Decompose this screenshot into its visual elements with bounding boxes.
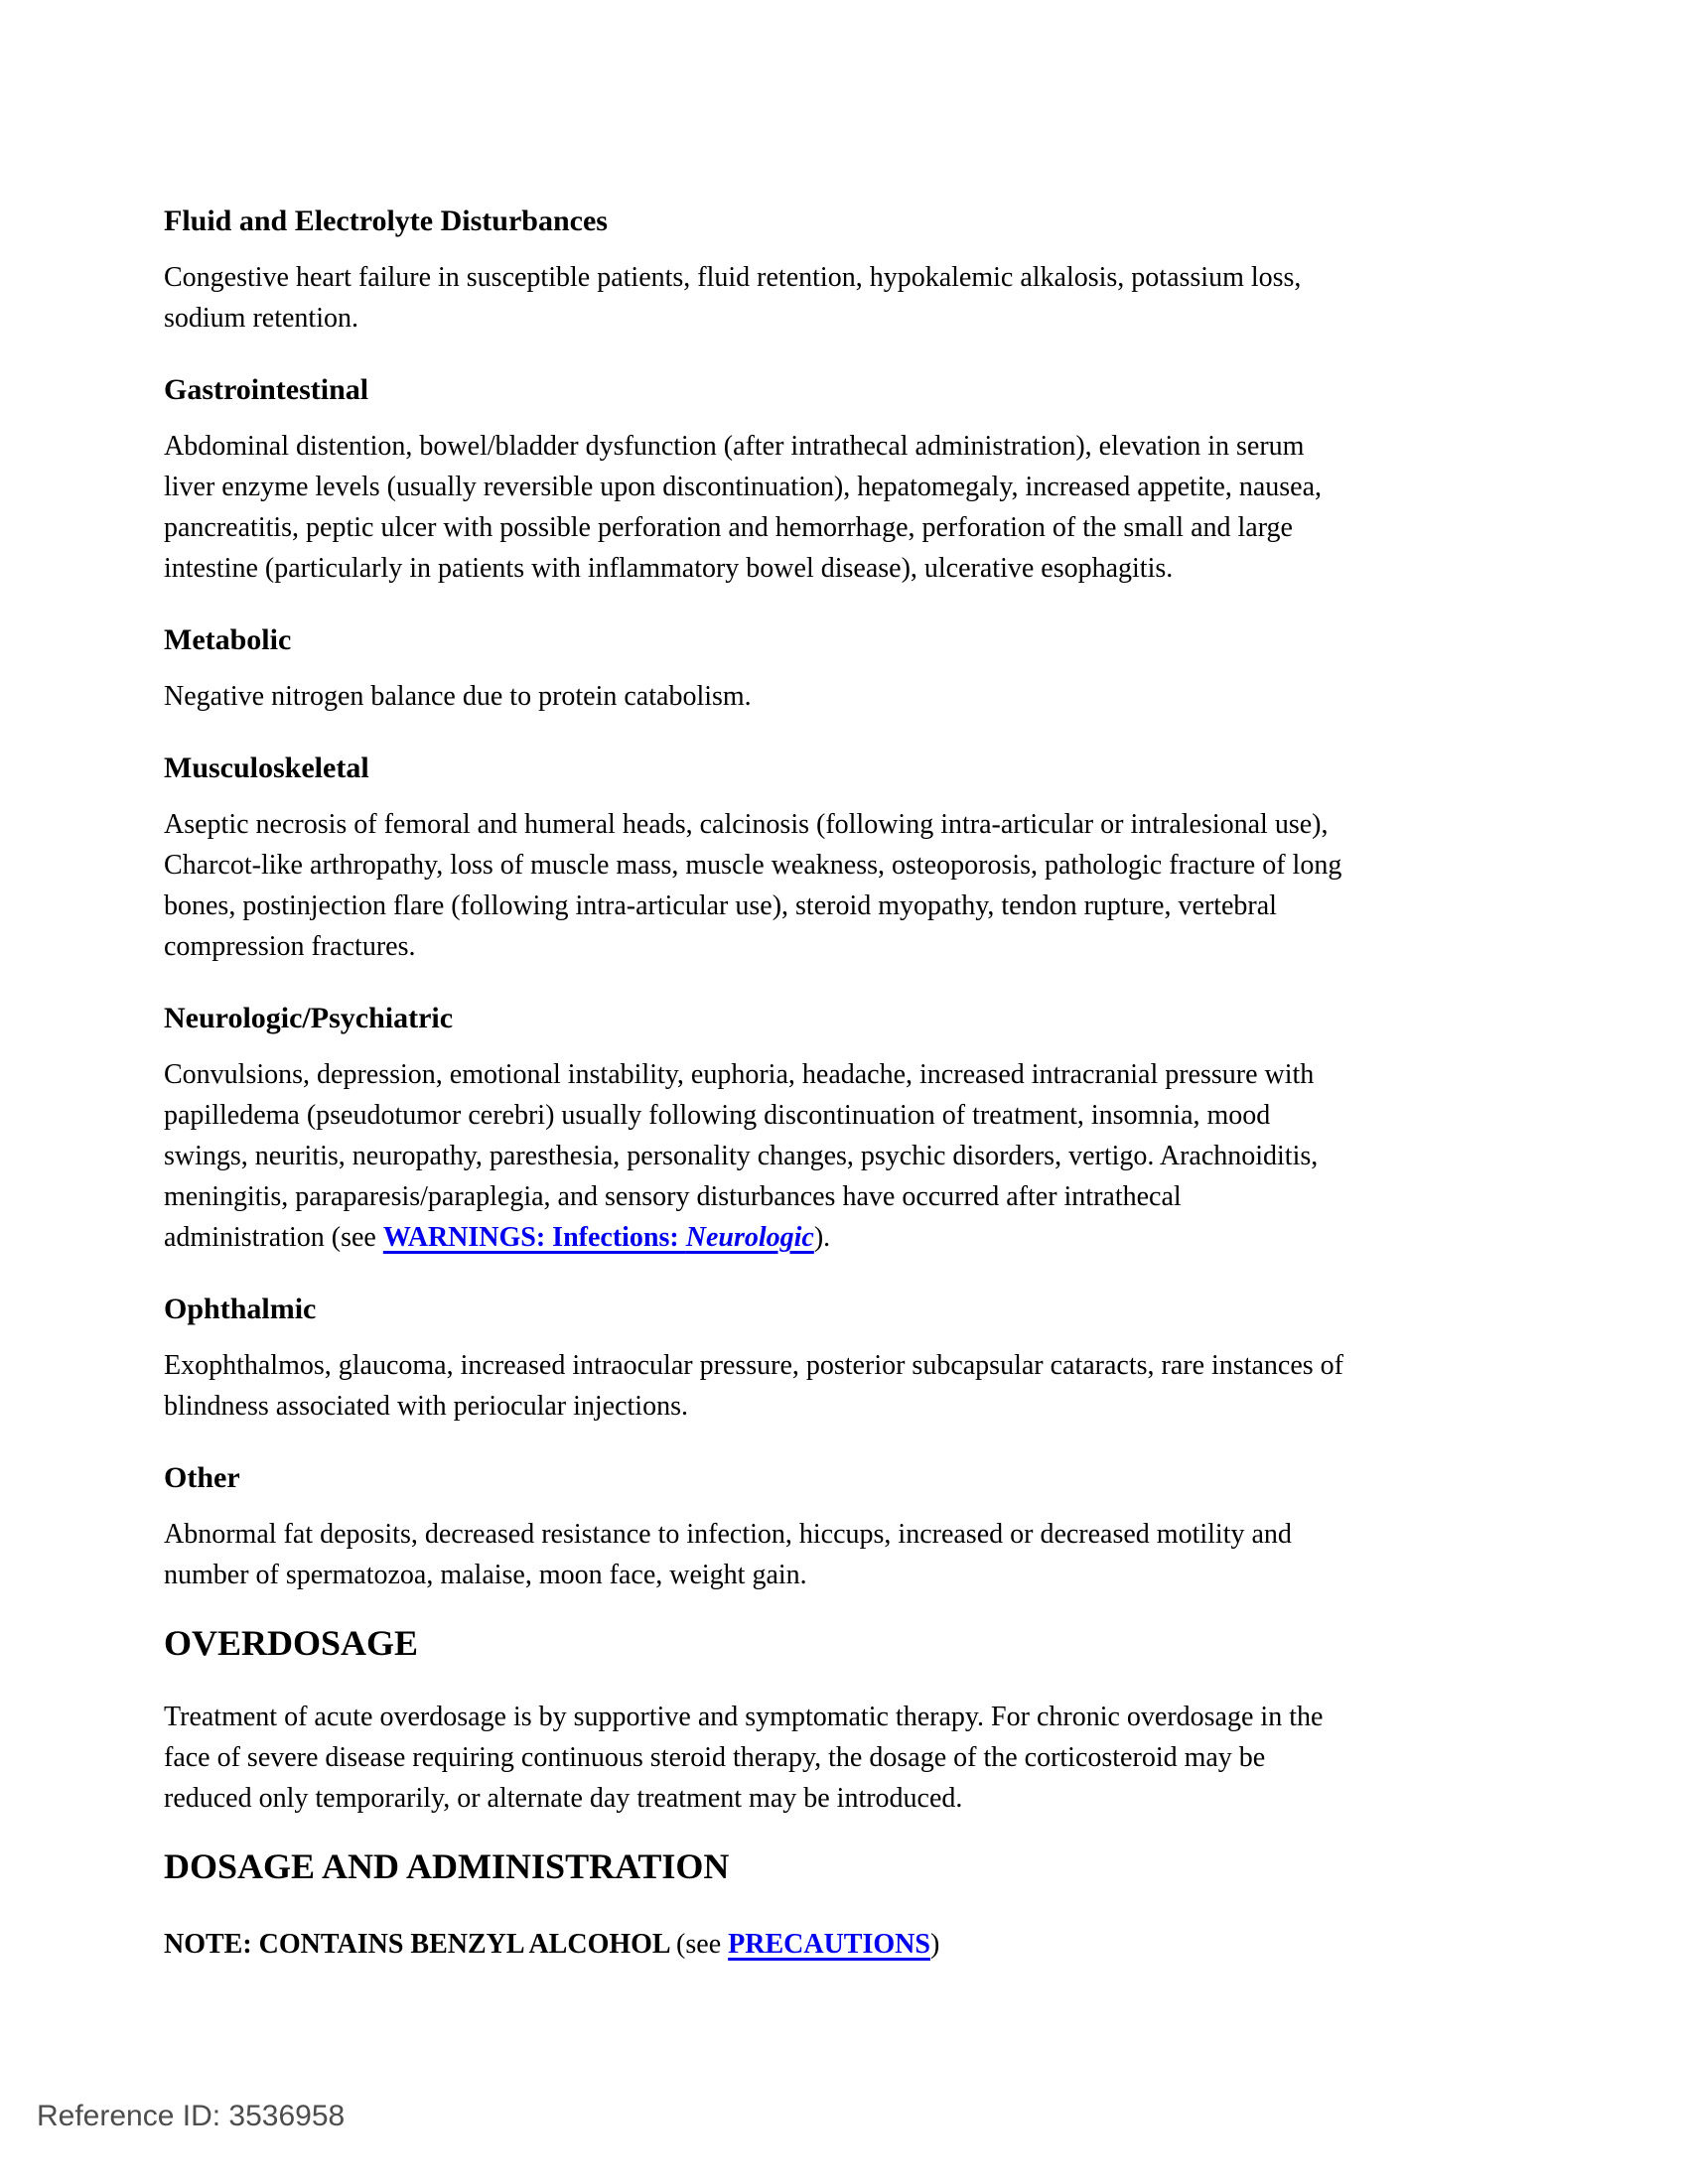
paragraph-line: Congestive heart failure in susceptible patients, fluid retention, hypokalemic alkalosis, potassium loss, xyxy=(164,262,1302,293)
section-heading-other: Other xyxy=(164,1461,240,1494)
paragraph-line: intestine (particularly in patients with inflammatory bowel disease), ulcerative esophagitis. xyxy=(164,553,1174,584)
note-paren-text: (see xyxy=(676,1929,729,1960)
paragraph-line: blindness associated with periocular injections. xyxy=(164,1391,688,1422)
paragraph-gastrointestinal xyxy=(164,426,1514,589)
paragraph-other xyxy=(164,1514,1514,1595)
paragraph-neurologic-psychiatric xyxy=(164,1054,1514,1258)
link-text: WARNINGS: Infections: xyxy=(382,1222,686,1253)
document-content xyxy=(164,204,1514,1965)
reference-id-stamp: Reference ID: 3536958 xyxy=(37,2100,346,2132)
paragraph-line: Charcot-like arthropathy, loss of muscle mass, muscle weakness, osteoporosis, pathologic fracture of long xyxy=(164,850,1342,881)
section-heading-metabolic: Metabolic xyxy=(164,623,292,656)
link-italic-text: Neurologic xyxy=(685,1222,814,1253)
paragraph-line: Convulsions, depression, emotional instability, euphoria, headache, increased intracranial pressure with xyxy=(164,1059,1315,1090)
section-heading-fluid-electrolyte: Fluid and Electrolyte Disturbances xyxy=(164,205,608,237)
section-heading-neurologic-psychiatric: Neurologic/Psychiatric xyxy=(164,1002,454,1034)
section-heading-gastrointestinal: Gastrointestinal xyxy=(164,373,369,406)
paragraph-line: Abdominal distention, bowel/bladder dysfunction (after intrathecal administration), elevation in serum xyxy=(164,431,1305,462)
paragraph-line: Abnormal fat deposits, decreased resistance to infection, hiccups, increased or decreased motility and xyxy=(164,1519,1292,1550)
paragraph-ophthalmic xyxy=(164,1345,1514,1427)
section-heading-overdosage: OVERDOSAGE xyxy=(164,1623,419,1663)
section-heading-dosage-administration: DOSAGE AND ADMINISTRATION xyxy=(164,1846,730,1886)
paragraph-line: sodium retention. xyxy=(164,303,358,334)
link-suffix-text: ). xyxy=(813,1222,831,1253)
link-prefix-text: administration (see xyxy=(164,1222,383,1253)
paragraph-line: compression fractures. xyxy=(164,931,416,962)
paragraph-line: reduced only temporarily, or alternate day treatment may be introduced. xyxy=(164,1783,963,1814)
paragraph-line: pancreatitis, peptic ulcer with possible perforation and hemorrhage, perforation of the small and large xyxy=(164,512,1293,543)
paragraph-line: meningitis, paraparesis/paraplegia, and sensory disturbances have occurred after intrathecal xyxy=(164,1181,1182,1212)
paragraph-line: face of severe disease requiring continuous steroid therapy, the dosage of the corticosteroid may be xyxy=(164,1742,1266,1773)
section-heading-musculoskeletal: Musculoskeletal xyxy=(164,751,369,784)
paragraph-line: number of spermatozoa, malaise, moon face, weight gain. xyxy=(164,1560,807,1590)
paragraph-musculoskeletal xyxy=(164,804,1514,967)
paragraph-line: liver enzyme levels (usually reversible upon discontinuation), hepatomegaly, increased appetite, nausea, xyxy=(164,472,1322,502)
note-suffix-text: ) xyxy=(929,1929,940,1960)
note-benzyl-alcohol xyxy=(164,1924,1514,1965)
paragraph-overdosage xyxy=(164,1697,1514,1819)
paragraph-line: Treatment of acute overdosage is by supportive and symptomatic therapy. For chronic overdosage in the xyxy=(164,1702,1324,1732)
warnings-infections-neurologic-link[interactable] xyxy=(383,1222,814,1253)
section-heading-ophthalmic: Ophthalmic xyxy=(164,1293,317,1325)
paragraph-line: swings, neuritis, neuropathy, paresthesia, personality changes, psychic disorders, vertigo. Arachnoiditis, xyxy=(164,1141,1319,1171)
precautions-link[interactable]: PRECAUTIONS xyxy=(728,1929,930,1960)
paragraph-line: Aseptic necrosis of femoral and humeral heads, calcinosis (following intra-articular or intralesional use), xyxy=(164,809,1329,840)
paragraph-line: bones, postinjection flare (following intra-articular use), steroid myopathy, tendon rupture, vertebral xyxy=(164,890,1277,921)
note-bold-text: NOTE: CONTAINS BENZYL ALCOHOL xyxy=(164,1929,677,1960)
paragraph-line: papilledema (pseudotumor cerebri) usually following discontinuation of treatment, insomnia, mood xyxy=(164,1100,1271,1131)
paragraph-line: Negative nitrogen balance due to protein catabolism. xyxy=(164,681,752,712)
paragraph-line xyxy=(164,1217,1514,1258)
paragraph-fluid-electrolyte xyxy=(164,257,1514,339)
paragraph-line: Exophthalmos, glaucoma, increased intraocular pressure, posterior subcapsular cataracts, rare instances of xyxy=(164,1350,1343,1381)
paragraph-metabolic xyxy=(164,676,1514,717)
